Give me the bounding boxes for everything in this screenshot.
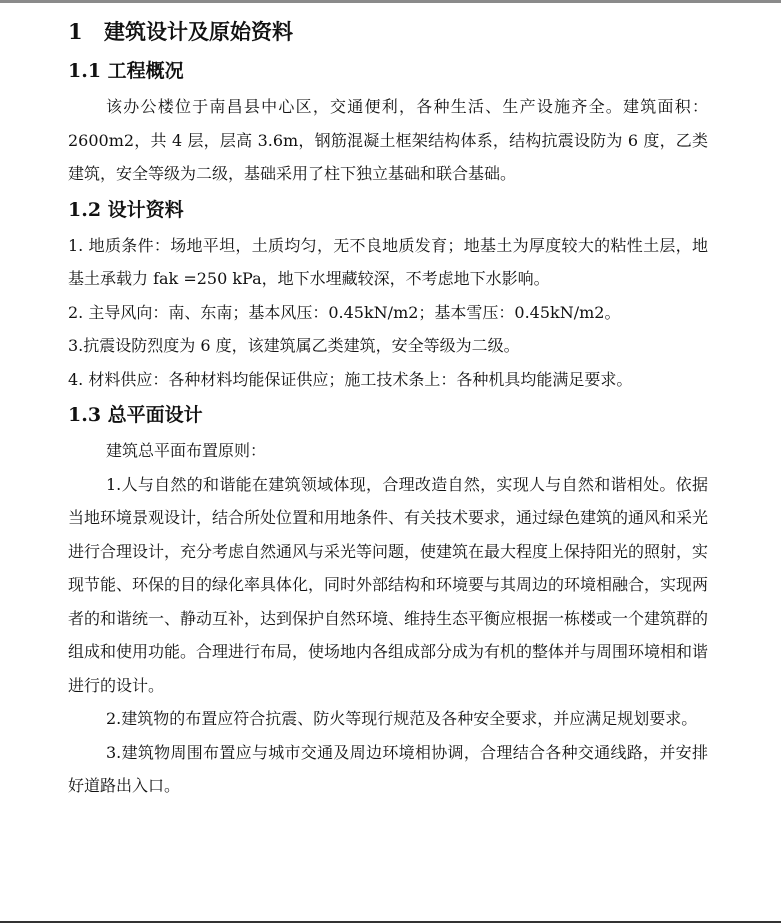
paragraph-project-overview: 该办公楼位于南昌县中心区，交通便利，各种生活、生产设施齐全。建筑面积：2600m2，共 4 层，层高 3.6m，钢筋混凝土框架结构体系，结构抗震设防为 6 度，乙类建筑，安全等级为二级，基础采用了柱下独立基础和联合基础。 [68, 97, 708, 183]
chapter-heading [68, 14, 708, 50]
paragraph-principle-1: 1.人与自然的和谐能在建筑领域体现，合理改造自然，实现人与自然和谐相处。依据当地环境景观设计，结合所处位置和用地条件、有关技术要求，通过绿色建筑的通风和采光进行合理设计，充分考虑自然通风与采光等问题，使建筑在最大程度上保持阳光的照射，实现节能、环保的目的绿化率具体化，同时外部结构和环境要与其周边的环境相融合，实现两者的和谐统一、静动互补，达到保护自然环境、维持生态平衡应根据一栋楼或一个建筑群的组成和使用功能。合理进行布局，使场地内各组成部分成为有机的整体并与周围环境相和谐进行的设计。 [68, 474, 709, 695]
top-rule [0, 0, 781, 3]
chapter-title: 建筑设计及原始资料 [104, 19, 293, 44]
paragraph-layout-principles: 建筑总平面布置原则： [106, 441, 267, 460]
paragraph-principle-2: 2.建筑物的布置应符合抗震、防火等现行规范及各种安全要求，并应满足规划要求。 [106, 709, 698, 728]
chapter-number: 1 [68, 19, 83, 44]
list-item-materials: 4. 材料供应：各种材料均能保证供应；施工技术条上：各种机具均能满足要求。 [68, 369, 633, 389]
document-page [68, 14, 708, 803]
list-item-geology: 1. 地质条件：场地平坦，土质均匀，无不良地质发育；地基土为厚度较大的粘性土层，地基土承载力 fak =250 kPa，地下水埋藏较深，不考虑地下水影响。 [68, 235, 708, 288]
section-heading-1-3: 1.3 总平面设计 [68, 404, 203, 426]
paragraph-principle-3: 3.建筑物周围布置应与城市交通及周边环境相协调，合理结合各种交通线路，并安排好道路出入口。 [68, 742, 708, 795]
section-heading-1-2: 1.2 设计资料 [68, 198, 184, 221]
list-item-seismic: 3.抗震设防烈度为 6 度，该建筑属乙类建筑，安全等级为二级。 [68, 336, 520, 355]
list-item-wind: 2. 主导风向：南、东南；基本风压：0.45kN/m2；基本雪压：0.45kN/m2。 [68, 302, 621, 322]
section-heading-1-1: 1.1 工程概况 [68, 60, 184, 82]
